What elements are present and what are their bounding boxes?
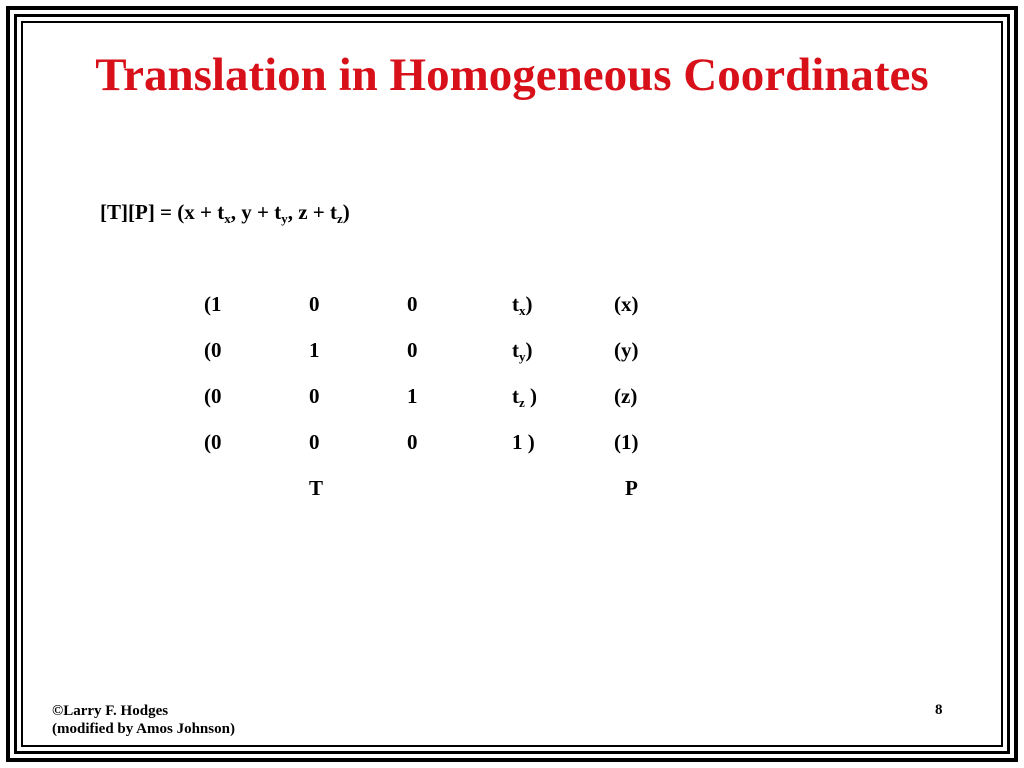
matrix-cell-r3c4 xyxy=(512,384,537,409)
matrix-cell-r2c1: (0 xyxy=(204,338,222,362)
equation-mid-2: , z + t xyxy=(287,200,337,224)
equation-mid-1: , y + t xyxy=(230,200,282,224)
equation-sub-x: x xyxy=(224,211,231,226)
matrix-t-sub: z xyxy=(519,395,525,410)
translation-equation xyxy=(100,200,350,225)
matrix-cell-r1c4 xyxy=(512,292,533,317)
matrix-t-base: t xyxy=(512,384,519,408)
matrix-cell-r2c2: 1 xyxy=(309,338,320,362)
equation-prefix: [T][P] = (x + t xyxy=(100,200,225,224)
matrix-t-sub: x xyxy=(519,303,526,318)
matrix-t-base: t xyxy=(512,338,519,362)
matrix-row-close: ) xyxy=(525,338,533,362)
matrix-cell-r3c2: 0 xyxy=(309,384,320,408)
equation-suffix: ) xyxy=(342,200,350,224)
equation-sub-y: y xyxy=(281,211,288,226)
vector-cell-x: (x) xyxy=(614,292,639,316)
vector-cell-y: (y) xyxy=(614,338,639,362)
slide-title: Translation in Homogeneous Coordinates xyxy=(95,49,929,101)
matrix-cell-r1c2: 0 xyxy=(309,292,320,316)
footer-author: ©Larry F. Hodges xyxy=(52,703,169,719)
matrix-cell-r1c3: 0 xyxy=(407,292,418,316)
matrix-cell-r1c1: (1 xyxy=(204,292,222,316)
vector-cell-1: (1) xyxy=(614,430,639,454)
vector-label-p: P xyxy=(625,476,638,500)
matrix-cell-r3c3: 1 xyxy=(407,384,418,408)
matrix-cell-r2c3: 0 xyxy=(407,338,418,362)
vector-cell-z: (z) xyxy=(614,384,638,408)
matrix-cell-r4c1: (0 xyxy=(204,430,222,454)
matrix-label-t: T xyxy=(309,476,324,500)
matrix-row-close: ) xyxy=(525,292,533,316)
matrix-cell-r4c4: 1 ) xyxy=(512,430,535,454)
page-number: 8 xyxy=(935,702,943,718)
footer-modified: (modified by Amos Johnson) xyxy=(52,721,235,737)
matrix-cell-r4c3: 0 xyxy=(407,430,418,454)
footer-credits xyxy=(52,702,235,738)
matrix-cell-r4c2: 0 xyxy=(309,430,320,454)
matrix-t-sub: y xyxy=(519,349,526,364)
matrix-t-base: t xyxy=(512,292,519,316)
equation-sub-z: z xyxy=(336,211,343,226)
matrix-cell-r3c1: (0 xyxy=(204,384,222,408)
matrix-cell-r2c4 xyxy=(512,338,533,363)
matrix-row-close: ) xyxy=(524,384,538,408)
